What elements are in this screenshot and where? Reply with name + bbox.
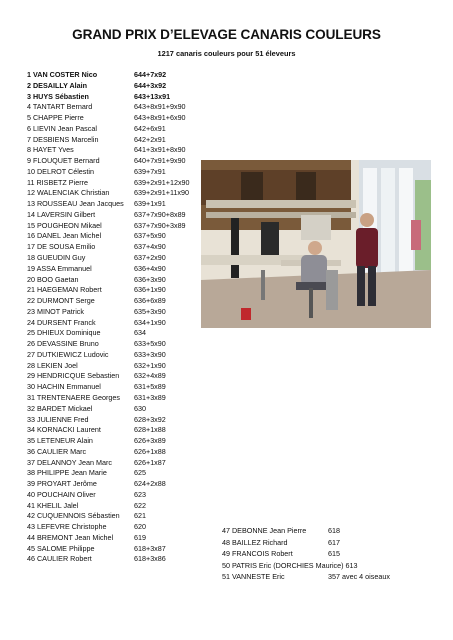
result-row (222, 548, 442, 560)
result-row (27, 156, 217, 167)
breeder-score: 634 (134, 328, 146, 338)
breeder-score: 636+1x90 (134, 285, 166, 295)
breeder-score: 617 (328, 537, 340, 547)
result-row (27, 275, 217, 286)
breeder-score: 628+3x92 (134, 414, 166, 424)
breeder-score: 636+6x89 (134, 296, 166, 306)
breeder-score: 619 (134, 532, 146, 542)
result-row (27, 328, 217, 339)
result-row (27, 554, 217, 565)
breeder-name: 40 POUCHAIN Oliver (27, 489, 96, 499)
breeder-name: 43 LEFEVRE Christophe (27, 522, 107, 532)
breeder-score: 640+7x91+9x90 (134, 156, 186, 166)
breeder-name: 5 CHAPPE Pierre (27, 113, 84, 123)
breeder-score: 620 (134, 522, 146, 532)
result-row (27, 296, 217, 307)
breeder-score: 644+3x92 (134, 80, 167, 90)
breeder-name: 4 TANTART Bernard (27, 102, 93, 112)
breeder-score: 633+3x90 (134, 349, 166, 359)
breeder-score: 624+2x88 (134, 479, 166, 489)
result-row (222, 571, 442, 583)
result-row (27, 447, 217, 458)
breeder-name: 17 DE SOUSA Emilio (27, 242, 96, 252)
breeder-score: 631+5x89 (134, 382, 166, 392)
breeder-name: 33 JULIENNE Fred (27, 414, 89, 424)
breeder-score: 642+2x91 (134, 134, 166, 144)
breeder-name: 2 DESAILLY Alain (27, 80, 88, 90)
result-row (27, 436, 217, 447)
result-row (27, 221, 217, 232)
result-row (27, 199, 217, 210)
result-row (27, 382, 217, 393)
result-row (27, 393, 217, 404)
result-row (222, 537, 442, 549)
breeder-name: 44 BREMONT Jean Michel (27, 532, 114, 542)
result-row (27, 522, 217, 533)
result-row (27, 350, 217, 361)
breeder-name: 31 TRENTENAERE Georges (27, 392, 120, 402)
breeder-score: 618 (328, 526, 340, 535)
breeder-name: 45 SALOME Philippe (27, 543, 95, 553)
breeder-score: 639+2x91+11x90 (134, 188, 190, 198)
breeder-name: 21 HAEGEMAN Robert (27, 285, 102, 295)
breeder-name: 48 BAILLEZ Richard (222, 537, 288, 547)
breeder-name: 13 ROUSSEAU Jean Jacques (27, 199, 124, 209)
breeder-name: 35 LETENEUR Alain (27, 436, 93, 446)
breeder-score: 623 (134, 489, 146, 499)
breeder-name: 18 GUEUDIN Guy (27, 253, 86, 263)
breeder-name: 38 PHILIPPE Jean Marie (27, 468, 107, 478)
breeder-score: 357 avec 4 oiseaux (328, 572, 390, 582)
breeder-name: 25 DHIEUX Dominique (27, 328, 101, 338)
breeder-score: 628+1x88 (134, 425, 166, 435)
breeder-name: 16 DANEL Jean Michel (27, 231, 102, 241)
breeder-score: 632+1x90 (134, 360, 166, 370)
breeder-name: 14 LAVERSIN Gilbert (27, 209, 96, 219)
result-row (222, 560, 442, 572)
breeder-score: 633+5x90 (134, 339, 166, 349)
breeder-score: 637+7x90+3x89 (134, 220, 186, 230)
breeder-score: 637+7x90+8x89 (134, 209, 186, 219)
result-row (27, 253, 217, 264)
result-row (27, 188, 217, 199)
breeder-score: 637+2x90 (134, 253, 166, 263)
breeder-name: 1 VAN COSTER Nico (27, 70, 98, 79)
result-row (27, 404, 217, 415)
breeder-name: 3 HUYS Sébastien (27, 91, 89, 101)
breeder-name: 41 KHELIL Jalel (27, 500, 79, 510)
breeder-name: 24 DURSENT Franck (27, 317, 96, 327)
breeder-name: 39 PROYART Jerôme (27, 479, 97, 489)
breeder-score: 642+6x91 (134, 123, 166, 133)
result-row (27, 544, 217, 555)
result-row (27, 307, 217, 318)
result-row (27, 135, 217, 146)
breeder-name: 47 DEBONNE Jean Pierre (222, 526, 307, 535)
result-row (27, 479, 217, 490)
result-row (27, 458, 217, 469)
breeder-name: 37 DELANNOY Jean Marc (27, 457, 112, 467)
result-row (27, 81, 217, 92)
breeder-name: 12 WALENCIAK Christian (27, 188, 110, 198)
breeder-name: 51 VANNESTE Eric (222, 572, 285, 582)
breeder-score: 637+4x90 (134, 242, 166, 252)
result-row (27, 339, 217, 350)
breeder-name: 27 DUTKIEWICZ Ludovic (27, 349, 109, 359)
result-row (27, 145, 217, 156)
breeder-score: 622 (134, 500, 146, 510)
breeder-score: 634+1x90 (134, 317, 166, 327)
result-row (27, 533, 217, 544)
breeder-score: 643+13x91 (134, 91, 171, 101)
breeder-name: 6 LIEVIN Jean Pascal (27, 123, 97, 133)
result-row (27, 231, 217, 242)
result-row (27, 178, 217, 189)
result-row (27, 167, 217, 178)
breeder-name: 36 CAULIER Marc (27, 446, 87, 456)
result-row (222, 525, 442, 537)
document-title: GRAND PRIX D’ELEVAGE CANARIS COULEURS (72, 27, 381, 42)
breeder-score: 625 (134, 468, 146, 478)
result-row (27, 501, 217, 512)
result-row (27, 361, 217, 372)
breeder-score: 621 (134, 511, 146, 521)
exhibition-photo (201, 160, 431, 328)
breeder-score: 618+3x87 (134, 543, 166, 553)
breeder-score: 636+4x90 (134, 263, 166, 273)
result-row (27, 511, 217, 522)
breeder-name: 22 DURMONT Serge (27, 296, 95, 306)
result-row (27, 415, 217, 426)
breeder-name: 23 MINOT Patrick (27, 306, 84, 316)
result-row (27, 285, 217, 296)
breeder-name: 30 HACHIN Emmanuel (27, 382, 101, 392)
breeder-name: 26 DEVASSINE Bruno (27, 339, 99, 349)
breeder-score: 641+3x91+8x90 (134, 145, 186, 155)
breeder-name: 9 FLOUQUET Bernard (27, 156, 100, 166)
breeder-score: 635+3x90 (134, 306, 166, 316)
result-row (27, 113, 217, 124)
breeder-name: 34 KORNACKI Laurent (27, 425, 101, 435)
breeder-name: 42 CUQUENNOIS Sébastien (27, 511, 120, 521)
breeder-score: 636+3x90 (134, 274, 166, 284)
breeder-score: 644+7x92 (134, 70, 167, 79)
breeder-name: 19 ASSA Emmanuel (27, 263, 92, 273)
breeder-score: 615 (328, 549, 340, 559)
breeder-name: 49 FRANCOIS Robert (222, 549, 293, 559)
result-row (27, 210, 217, 221)
breeder-score: 632+4x89 (134, 371, 166, 381)
result-row (27, 102, 217, 113)
result-row (27, 425, 217, 436)
breeder-score: 626+1x87 (134, 457, 166, 467)
result-row (27, 468, 217, 479)
breeder-score: 626+3x89 (134, 436, 166, 446)
breeder-name: 7 DESBIENS Marcelin (27, 134, 99, 144)
breeder-score: 630 (134, 403, 146, 413)
breeder-name: 50 PATRIS Eric (DORCHIES Maurice) 613 (222, 560, 358, 570)
breeder-name: 46 CAULIER Robert (27, 554, 92, 564)
result-row (27, 70, 217, 81)
result-row (27, 371, 217, 382)
breeder-name: 8 HAYET Yves (27, 145, 74, 155)
breeder-name: 15 POUGHEON Mikael (27, 220, 102, 230)
results-list-continued (222, 525, 442, 583)
breeder-name: 10 DELROT Célestin (27, 166, 94, 176)
result-row (27, 264, 217, 275)
breeder-score: 639+7x91 (134, 166, 166, 176)
breeder-name: 11 RISBETZ Pierre (27, 177, 88, 187)
breeder-score: 637+5x90 (134, 231, 166, 241)
result-row (27, 318, 217, 329)
result-row (27, 490, 217, 501)
result-row (27, 242, 217, 253)
breeder-score: 639+1x91 (134, 199, 166, 209)
breeder-name: 20 BOO Gaetan (27, 274, 79, 284)
breeder-name: 28 LEKIEN Joel (27, 360, 78, 370)
results-list (27, 70, 217, 565)
result-row (27, 92, 217, 103)
breeder-score: 626+1x88 (134, 446, 166, 456)
breeder-score: 643+8x91+6x90 (134, 113, 186, 123)
document-subtitle: 1217 canaris couleurs pour 51 éleveurs (157, 49, 296, 58)
breeder-score: 643+8x91+9x90 (134, 102, 186, 112)
breeder-score: 618+3x86 (134, 554, 166, 564)
breeder-score: 631+3x89 (134, 392, 166, 402)
breeder-score: 639+2x91+12x90 (134, 177, 190, 187)
result-row (27, 124, 217, 135)
breeder-name: 32 BARDET Mickael (27, 403, 93, 413)
breeder-name: 29 HENDRICQUE Sebastien (27, 371, 120, 381)
